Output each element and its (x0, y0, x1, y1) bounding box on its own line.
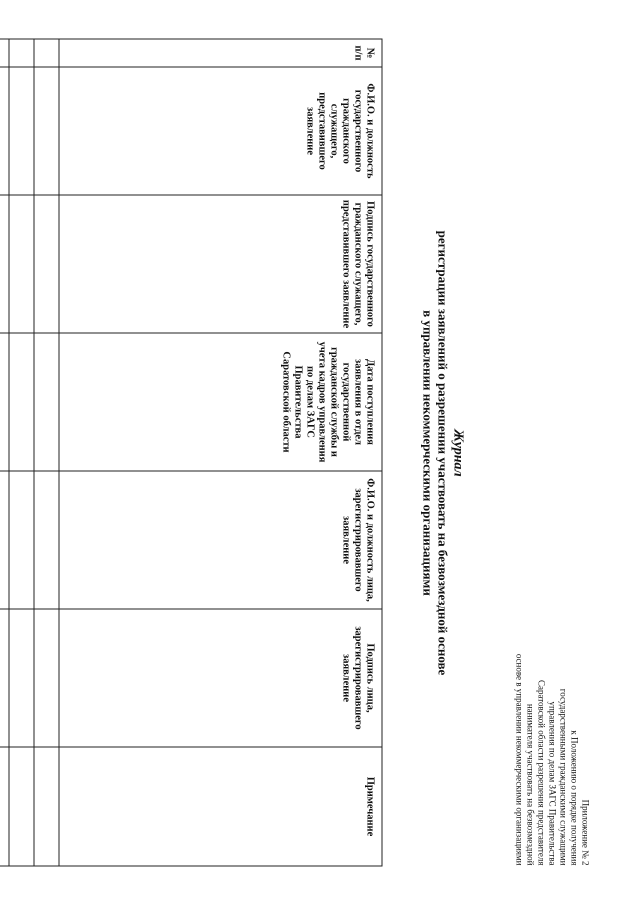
column-header-number: № п/п (59, 39, 382, 67)
table-cell (9, 609, 34, 747)
table-cell (9, 747, 34, 866)
column-header-receipt-date: Дата поступления заявления в отдел государственной гражданской службы и учета кадров управления по делам ЗАГС Правительства Саратовской области (59, 333, 382, 471)
appendix-line: управления по делам ЗАГС Правительства (547, 700, 557, 865)
table-row (34, 39, 59, 866)
column-header-registrar-signature: Подпись лица, зарегистрировавшего заявление (59, 609, 382, 747)
table-row (9, 39, 34, 866)
table-cell (34, 747, 59, 866)
table-cell (9, 195, 34, 333)
column-header-note: Примечание (59, 747, 382, 866)
appendix-line: Приложение № 2 (580, 799, 590, 865)
appendix-note (513, 565, 590, 865)
table-cell (9, 39, 34, 67)
registration-table (0, 38, 382, 866)
table-cell (34, 195, 59, 333)
journal-title: Журнал (450, 428, 465, 477)
table-cell (34, 609, 59, 747)
table-cell (0, 195, 9, 333)
table-header-row (59, 39, 382, 866)
appendix-line: нанимателя участвовать на безвозмездной (525, 703, 535, 865)
table-row (0, 39, 9, 866)
appendix-line: государственными гражданскими служащими (558, 688, 568, 865)
appendix-line: к Положению о порядке получения (569, 729, 579, 865)
column-header-employee-signature: Подпись государственного гражданского служащего, представившего заявление (59, 195, 382, 333)
table-cell (34, 39, 59, 67)
table-cell (9, 333, 34, 471)
table-cell (9, 67, 34, 195)
column-header-registrar-name: Ф.И.О. и должность лица, зарегистрировавшего заявление (59, 471, 382, 609)
table-cell (0, 471, 9, 609)
journal-heading (420, 0, 465, 905)
table-cell (0, 333, 9, 471)
table-cell (34, 471, 59, 609)
table-cell (34, 333, 59, 471)
journal-subtitle-line2: в управлении некоммерческими организациями (420, 309, 435, 596)
table-cell (0, 39, 9, 67)
appendix-line: основе в управлении некоммерческими организациями (514, 653, 524, 865)
table-cell (9, 471, 34, 609)
table-cell (0, 609, 9, 747)
table-cell (0, 747, 9, 866)
table-cell (34, 67, 59, 195)
column-header-employee-name: Ф.И.О. и должность государственного гражданского служащего, представившего заявление (59, 67, 382, 195)
appendix-line: Саратовской области разрешения представителя (536, 679, 546, 865)
journal-subtitle-line1: регистрации заявлений о разрешении участвовать на безвозмездной основе (435, 230, 450, 675)
table-cell (0, 67, 9, 195)
